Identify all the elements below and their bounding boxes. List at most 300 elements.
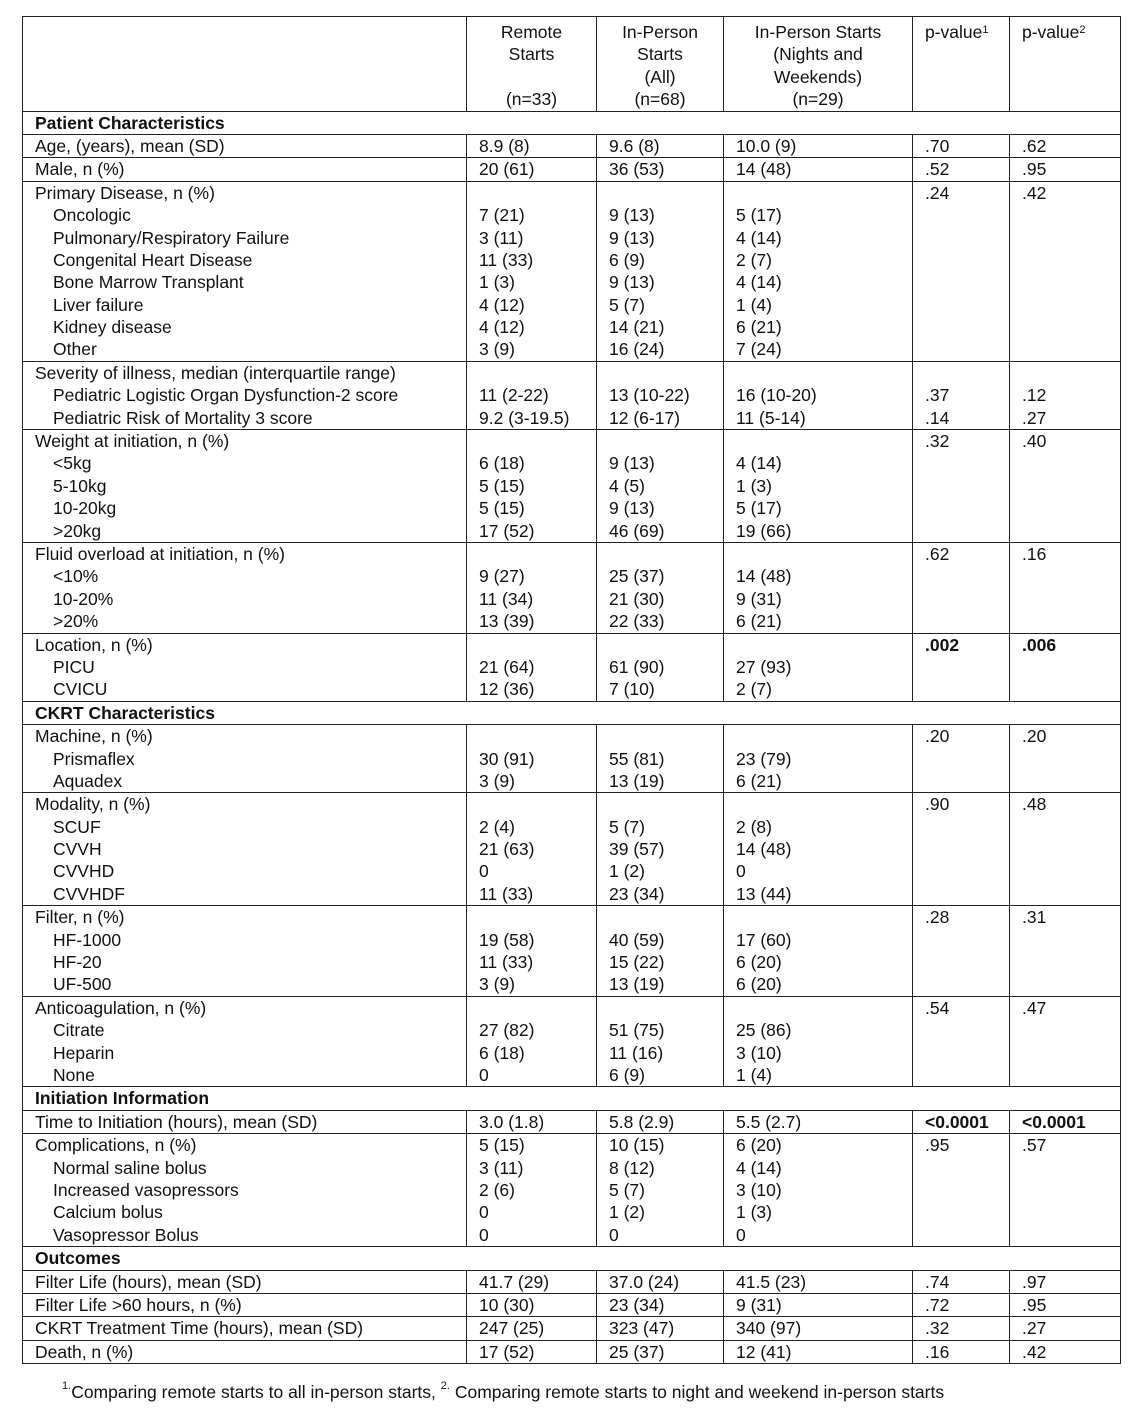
p-value-2 bbox=[1022, 1042, 1120, 1064]
inperson-nights-value bbox=[736, 182, 912, 204]
remote-value-cell bbox=[467, 1293, 597, 1316]
inperson-nights-value-cell bbox=[724, 633, 913, 701]
inperson-nights-value: 4 (14) bbox=[736, 272, 782, 293]
p-value-2: .27 bbox=[1022, 1318, 1047, 1339]
remote-value-cell bbox=[467, 430, 597, 543]
remote-value: 12 (36) bbox=[479, 679, 535, 700]
table-body bbox=[23, 111, 1121, 1364]
p-value-2 bbox=[1022, 271, 1120, 293]
p-value-1-cell bbox=[913, 361, 1010, 429]
p-value-1 bbox=[925, 497, 1009, 519]
row-label: HF-1000 bbox=[53, 929, 122, 950]
header-line: (Nights and bbox=[773, 44, 863, 65]
row-label-cell bbox=[23, 543, 467, 634]
inperson-nights-value: 6 (20) bbox=[736, 952, 782, 973]
inperson-all-value: 46 (69) bbox=[609, 520, 665, 541]
table-row bbox=[23, 1134, 1121, 1247]
p-value-1: .28 bbox=[925, 907, 950, 928]
row-label: Increased vasopressors bbox=[53, 1179, 239, 1200]
p-value-1-cell bbox=[913, 1134, 1010, 1247]
remote-value-cell bbox=[467, 1270, 597, 1293]
inperson-all-value: 4 (5) bbox=[609, 475, 645, 496]
row-label: Kidney disease bbox=[53, 317, 172, 338]
inperson-nights-value: 4 (14) bbox=[736, 453, 782, 474]
row-label: Filter Life (hours), mean (SD) bbox=[35, 1271, 262, 1292]
inperson-all-value: 1 (2) bbox=[609, 1202, 645, 1223]
p-value-1 bbox=[925, 1019, 1009, 1041]
inperson-all-value: 323 (47) bbox=[609, 1318, 675, 1339]
p-value-1 bbox=[925, 271, 1009, 293]
remote-value-cell bbox=[467, 361, 597, 429]
inperson-nights-value-cell bbox=[724, 1110, 913, 1133]
section-title: CKRT Characteristics bbox=[23, 701, 1121, 724]
p-value-2-cell bbox=[1010, 633, 1121, 701]
inperson-nights-value-cell bbox=[724, 181, 913, 361]
remote-value-cell bbox=[467, 543, 597, 634]
row-label: Calcium bolus bbox=[53, 1202, 163, 1223]
inperson-nights-value-cell bbox=[724, 1340, 913, 1363]
row-label: Liver failure bbox=[53, 294, 144, 315]
row-label: Location, n (%) bbox=[35, 634, 153, 655]
inperson-all-value: 22 (33) bbox=[609, 611, 665, 632]
p-value-1 bbox=[925, 951, 1009, 973]
remote-value: 5 (15) bbox=[479, 498, 525, 519]
remote-value: 0 bbox=[479, 1224, 489, 1245]
row-label-cell bbox=[23, 725, 467, 793]
p-value-2 bbox=[1022, 770, 1120, 792]
remote-value: 6 (18) bbox=[479, 453, 525, 474]
inperson-nights-value-cell bbox=[724, 543, 913, 634]
row-label: Anticoagulation, n (%) bbox=[35, 997, 207, 1018]
p-value-1: .24 bbox=[925, 182, 950, 203]
p-value-2 bbox=[1022, 475, 1120, 497]
p-value-1 bbox=[925, 1064, 1009, 1086]
inperson-nights-value bbox=[736, 430, 912, 452]
remote-value-cell bbox=[467, 725, 597, 793]
inperson-nights-value: 16 (10-20) bbox=[736, 385, 817, 406]
remote-value: 3.0 (1.8) bbox=[479, 1111, 545, 1132]
p-value-2-cell bbox=[1010, 1340, 1121, 1363]
table-row bbox=[23, 793, 1121, 906]
remote-value bbox=[479, 725, 596, 747]
remote-value-cell bbox=[467, 1317, 597, 1340]
p-value-1 bbox=[925, 770, 1009, 792]
remote-value-cell bbox=[467, 906, 597, 997]
p-value-1 bbox=[925, 475, 1009, 497]
p-value-2-cell bbox=[1010, 1317, 1121, 1340]
section-header-row bbox=[23, 1247, 1121, 1270]
remote-value-cell bbox=[467, 996, 597, 1087]
p-value-2 bbox=[1022, 204, 1120, 226]
inperson-nights-value: 5 (17) bbox=[736, 205, 782, 226]
inperson-all-value: 51 (75) bbox=[609, 1020, 665, 1041]
row-label: Bone Marrow Transplant bbox=[53, 272, 244, 293]
p-value-2 bbox=[1022, 588, 1120, 610]
inperson-nights-value: 1 (4) bbox=[736, 294, 772, 315]
remote-value-cell bbox=[467, 1110, 597, 1133]
row-label: <10% bbox=[53, 566, 99, 587]
row-label: Death, n (%) bbox=[35, 1341, 134, 1362]
inperson-all-value-cell bbox=[597, 543, 724, 634]
p-value-2 bbox=[1022, 816, 1120, 838]
row-label-cell bbox=[23, 996, 467, 1087]
row-label-cell bbox=[23, 181, 467, 361]
row-label: Machine, n (%) bbox=[35, 726, 153, 747]
row-label-cell bbox=[23, 158, 467, 181]
p-value-1-cell bbox=[913, 1340, 1010, 1363]
header-line: Starts bbox=[637, 44, 683, 65]
p-value-2 bbox=[1022, 338, 1120, 360]
row-label: CVICU bbox=[53, 679, 108, 700]
p-value-2-cell bbox=[1010, 906, 1121, 997]
inperson-all-value: 9 (13) bbox=[609, 498, 655, 519]
row-label: Severity of illness, median (interquartile range) bbox=[35, 362, 396, 383]
remote-value: 1 (3) bbox=[479, 272, 515, 293]
row-label: <5kg bbox=[53, 453, 92, 474]
remote-value-cell bbox=[467, 633, 597, 701]
p-value-2 bbox=[1022, 883, 1120, 905]
p-value-2 bbox=[1022, 678, 1120, 700]
table-row bbox=[23, 996, 1121, 1087]
row-label: SCUF bbox=[53, 816, 101, 837]
remote-value: 10 (30) bbox=[479, 1294, 535, 1315]
inperson-all-value-cell bbox=[597, 1270, 724, 1293]
p-value-2 bbox=[1022, 1224, 1120, 1246]
p-value-2 bbox=[1022, 951, 1120, 973]
inperson-nights-value: 4 (14) bbox=[736, 227, 782, 248]
remote-value: 3 (11) bbox=[479, 227, 524, 248]
row-label: Citrate bbox=[53, 1020, 105, 1041]
p-value-2 bbox=[1022, 316, 1120, 338]
header-in-person-all bbox=[597, 17, 724, 112]
inperson-nights-value-cell bbox=[724, 793, 913, 906]
inperson-nights-value: 10.0 (9) bbox=[736, 135, 797, 156]
inperson-nights-value-cell bbox=[724, 134, 913, 157]
p-value-2: .95 bbox=[1022, 1294, 1047, 1315]
inperson-nights-value bbox=[736, 634, 912, 656]
p-value-1 bbox=[925, 520, 1009, 542]
p-value-1 bbox=[925, 610, 1009, 632]
inperson-nights-value-cell bbox=[724, 158, 913, 181]
p-value-2 bbox=[1022, 1019, 1120, 1041]
remote-value: 11 (34) bbox=[479, 588, 534, 609]
inperson-nights-value: 4 (14) bbox=[736, 1157, 782, 1178]
row-label: Age, (years), mean (SD) bbox=[35, 135, 225, 156]
inperson-nights-value: 19 (66) bbox=[736, 520, 792, 541]
inperson-nights-value: 6 (21) bbox=[736, 770, 782, 791]
p-value-1 bbox=[925, 316, 1009, 338]
p-value-1 bbox=[925, 1201, 1009, 1223]
inperson-all-value: 37.0 (24) bbox=[609, 1271, 680, 1292]
p-value-1-cell bbox=[913, 906, 1010, 997]
inperson-all-value bbox=[609, 725, 723, 747]
inperson-nights-value: 6 (21) bbox=[736, 611, 782, 632]
p-value-1: .70 bbox=[925, 135, 950, 156]
row-label: 5-10kg bbox=[53, 475, 107, 496]
inperson-all-value-cell bbox=[597, 633, 724, 701]
inperson-all-value-cell bbox=[597, 996, 724, 1087]
row-label-cell bbox=[23, 1134, 467, 1247]
inperson-all-value: 5 (7) bbox=[609, 294, 645, 315]
remote-value-cell bbox=[467, 181, 597, 361]
p-value-2-cell bbox=[1010, 181, 1121, 361]
remote-value: 3 (9) bbox=[479, 339, 515, 360]
table-row bbox=[23, 430, 1121, 543]
remote-value: 27 (82) bbox=[479, 1020, 535, 1041]
remote-value: 247 (25) bbox=[479, 1318, 545, 1339]
table-row bbox=[23, 1270, 1121, 1293]
inperson-nights-value: 9 (31) bbox=[736, 588, 782, 609]
inperson-all-value: 36 (53) bbox=[609, 159, 665, 180]
p-value-1 bbox=[925, 1224, 1009, 1246]
p-value-1-cell bbox=[913, 430, 1010, 543]
inperson-all-value: 6 (9) bbox=[609, 249, 645, 270]
inperson-all-value: 5.8 (2.9) bbox=[609, 1111, 675, 1132]
remote-value: 11 (33) bbox=[479, 883, 534, 904]
p-value-1 bbox=[925, 1157, 1009, 1179]
p-value-2 bbox=[1022, 227, 1120, 249]
p-value-1 bbox=[925, 338, 1009, 360]
inperson-all-value: 15 (22) bbox=[609, 952, 665, 973]
row-label-cell bbox=[23, 1270, 467, 1293]
p-value-2-cell bbox=[1010, 1270, 1121, 1293]
inperson-all-value-cell bbox=[597, 1110, 724, 1133]
inperson-all-value bbox=[609, 543, 723, 565]
p-value-1: .95 bbox=[925, 1135, 950, 1156]
p-value-2: .006 bbox=[1022, 634, 1057, 655]
remote-value: 9.2 (3-19.5) bbox=[479, 407, 570, 428]
header-p1-text: p-value bbox=[925, 22, 983, 42]
remote-value: 0 bbox=[479, 861, 489, 882]
inperson-all-value-cell bbox=[597, 1293, 724, 1316]
p-value-1 bbox=[925, 452, 1009, 474]
p-value-1 bbox=[925, 816, 1009, 838]
row-label: Filter Life >60 hours, n (%) bbox=[35, 1294, 242, 1315]
inperson-all-value-cell bbox=[597, 1317, 724, 1340]
inperson-nights-value bbox=[736, 906, 912, 928]
inperson-nights-value: 3 (10) bbox=[736, 1179, 782, 1200]
inperson-nights-value: 23 (79) bbox=[736, 748, 792, 769]
p-value-2: .27 bbox=[1022, 407, 1047, 428]
inperson-nights-value-cell bbox=[724, 725, 913, 793]
p-value-2-cell bbox=[1010, 1293, 1121, 1316]
p-value-1: .62 bbox=[925, 544, 950, 564]
p-value-2-cell bbox=[1010, 361, 1121, 429]
p-value-2 bbox=[1022, 973, 1120, 995]
p-value-1: .32 bbox=[925, 1318, 950, 1339]
p-value-1 bbox=[925, 860, 1009, 882]
p-value-2-cell bbox=[1010, 996, 1121, 1087]
p-value-2 bbox=[1022, 610, 1120, 632]
row-label: Normal saline bolus bbox=[53, 1157, 207, 1178]
p-value-1 bbox=[925, 565, 1009, 587]
p-value-1: .52 bbox=[925, 159, 950, 180]
inperson-nights-value: 9 (31) bbox=[736, 1294, 782, 1315]
inperson-all-value: 16 (24) bbox=[609, 339, 665, 360]
inperson-nights-value-cell bbox=[724, 906, 913, 997]
inperson-nights-value bbox=[736, 793, 912, 815]
inperson-all-value-cell bbox=[597, 361, 724, 429]
inperson-all-value: 21 (30) bbox=[609, 588, 665, 609]
row-label-cell bbox=[23, 793, 467, 906]
row-label: Fluid overload at initiation, n (%) bbox=[35, 544, 285, 564]
inperson-all-value: 39 (57) bbox=[609, 839, 665, 860]
p-value-1: .74 bbox=[925, 1271, 950, 1292]
remote-value: 7 (21) bbox=[479, 205, 525, 226]
header-empty-cell bbox=[23, 17, 467, 112]
p-value-1: .16 bbox=[925, 1341, 950, 1362]
row-label: CVVHD bbox=[53, 861, 115, 882]
p-value-1: .20 bbox=[925, 726, 950, 747]
inperson-nights-value-cell bbox=[724, 1134, 913, 1247]
p-value-2 bbox=[1022, 497, 1120, 519]
p-value-2 bbox=[1022, 362, 1120, 384]
p-value-1 bbox=[925, 588, 1009, 610]
row-label: PICU bbox=[53, 656, 95, 677]
inperson-nights-value: 5 (17) bbox=[736, 498, 782, 519]
inperson-all-value: 9 (13) bbox=[609, 453, 655, 474]
table-row bbox=[23, 1340, 1121, 1363]
inperson-all-value bbox=[609, 634, 723, 656]
p-value-1 bbox=[925, 249, 1009, 271]
p-value-1: .54 bbox=[925, 997, 950, 1018]
header-p-value-2 bbox=[1010, 17, 1121, 112]
header-p1-sup: 1 bbox=[982, 24, 989, 36]
inperson-nights-value: 12 (41) bbox=[736, 1341, 792, 1362]
p-value-1 bbox=[925, 748, 1009, 770]
p-value-1-cell bbox=[913, 543, 1010, 634]
inperson-nights-value: 41.5 (23) bbox=[736, 1271, 807, 1292]
row-label: Aquadex bbox=[53, 770, 123, 791]
remote-value: 3 (9) bbox=[479, 974, 515, 995]
p-value-2 bbox=[1022, 249, 1120, 271]
p-value-1 bbox=[925, 227, 1009, 249]
header-line: (n=29) bbox=[792, 89, 844, 110]
inperson-nights-value: 3 (10) bbox=[736, 1042, 782, 1063]
remote-value: 21 (64) bbox=[479, 656, 535, 677]
row-label: Weight at initiation, n (%) bbox=[35, 431, 230, 452]
remote-value bbox=[479, 543, 596, 565]
inperson-nights-value bbox=[736, 543, 912, 565]
row-label-cell bbox=[23, 633, 467, 701]
row-label: >20kg bbox=[53, 520, 102, 541]
remote-value bbox=[479, 997, 596, 1019]
table-row bbox=[23, 1110, 1121, 1133]
header-remote-starts bbox=[467, 17, 597, 112]
row-label: Time to Initiation (hours), mean (SD) bbox=[35, 1111, 318, 1132]
row-label: Complications, n (%) bbox=[35, 1135, 197, 1156]
p-value-1 bbox=[925, 678, 1009, 700]
inperson-nights-value-cell bbox=[724, 430, 913, 543]
results-table-container bbox=[22, 16, 1120, 1364]
p-value-1-cell bbox=[913, 996, 1010, 1087]
p-value-2 bbox=[1022, 1064, 1120, 1086]
inperson-nights-value: 27 (93) bbox=[736, 656, 792, 677]
row-label-cell bbox=[23, 1293, 467, 1316]
inperson-all-value: 11 (16) bbox=[609, 1042, 664, 1063]
inperson-all-value-cell bbox=[597, 181, 724, 361]
inperson-all-value bbox=[609, 430, 723, 452]
remote-value: 9 (27) bbox=[479, 566, 525, 587]
p-value-2 bbox=[1022, 656, 1120, 678]
remote-value: 4 (12) bbox=[479, 317, 525, 338]
row-label: Male, n (%) bbox=[35, 159, 125, 180]
remote-value: 2 (4) bbox=[479, 816, 515, 837]
p-value-2 bbox=[1022, 838, 1120, 860]
p-value-1 bbox=[925, 362, 1009, 384]
row-label: Other bbox=[53, 339, 97, 360]
row-label: Congenital Heart Disease bbox=[53, 249, 253, 270]
p-value-2-cell bbox=[1010, 430, 1121, 543]
inperson-nights-value: 1 (4) bbox=[736, 1065, 772, 1085]
table-row bbox=[23, 906, 1121, 997]
inperson-all-value bbox=[609, 362, 723, 384]
remote-value bbox=[479, 182, 596, 204]
inperson-nights-value: 25 (86) bbox=[736, 1020, 792, 1041]
inperson-all-value bbox=[609, 182, 723, 204]
p-value-2: .48 bbox=[1022, 794, 1047, 815]
header-row bbox=[23, 17, 1121, 112]
inperson-nights-value: 14 (48) bbox=[736, 839, 792, 860]
section-title: Initiation Information bbox=[23, 1087, 1121, 1110]
remote-value-cell bbox=[467, 1134, 597, 1247]
inperson-all-value: 25 (37) bbox=[609, 566, 665, 587]
p-value-1: .002 bbox=[925, 634, 960, 655]
remote-value: 41.7 (29) bbox=[479, 1271, 550, 1292]
row-label-cell bbox=[23, 134, 467, 157]
table-row bbox=[23, 361, 1121, 429]
remote-value bbox=[479, 906, 596, 928]
inperson-nights-value-cell bbox=[724, 1293, 913, 1316]
p-value-1: .32 bbox=[925, 431, 950, 452]
row-label: CKRT Treatment Time (hours), mean (SD) bbox=[35, 1318, 364, 1339]
inperson-all-value: 1 (2) bbox=[609, 861, 645, 882]
p-value-1: .72 bbox=[925, 1294, 950, 1315]
inperson-nights-value: 0 bbox=[736, 1224, 746, 1245]
footnote-sup-1: 1. bbox=[62, 1380, 72, 1392]
p-value-1 bbox=[925, 973, 1009, 995]
footnote bbox=[62, 1382, 944, 1403]
row-label: >20% bbox=[53, 611, 99, 632]
header-line: Starts bbox=[508, 44, 555, 65]
inperson-nights-value: 340 (97) bbox=[736, 1318, 802, 1339]
row-label: CVVHDF bbox=[53, 883, 125, 904]
remote-value: 19 (58) bbox=[479, 929, 535, 950]
inperson-nights-value: 5.5 (2.7) bbox=[736, 1111, 802, 1132]
header-p2-sup: 2 bbox=[1079, 24, 1086, 36]
p-value-2-cell bbox=[1010, 543, 1121, 634]
p-value-2-cell bbox=[1010, 1134, 1121, 1247]
p-value-1-cell bbox=[913, 1317, 1010, 1340]
row-label: CVVH bbox=[53, 839, 102, 860]
remote-value: 11 (33) bbox=[479, 249, 534, 270]
p-value-2 bbox=[1022, 929, 1120, 951]
row-label: None bbox=[53, 1065, 95, 1085]
header-line: In-Person bbox=[622, 22, 698, 42]
header-line: Remote bbox=[500, 22, 563, 42]
row-label: Pulmonary/Respiratory Failure bbox=[53, 227, 290, 248]
header-line: In-Person Starts bbox=[754, 22, 882, 42]
footnote-text-1: Comparing remote starts to all in-person starts, bbox=[71, 1382, 441, 1402]
section-header-row bbox=[23, 701, 1121, 724]
inperson-all-value: 9 (13) bbox=[609, 205, 655, 226]
inperson-all-value: 5 (7) bbox=[609, 816, 645, 837]
p-value-2: <0.0001 bbox=[1022, 1111, 1086, 1132]
row-label: Pediatric Risk of Mortality 3 score bbox=[53, 407, 313, 428]
section-header-row bbox=[23, 1087, 1121, 1110]
inperson-nights-value: 6 (20) bbox=[736, 974, 782, 995]
remote-value: 20 (61) bbox=[479, 159, 535, 180]
